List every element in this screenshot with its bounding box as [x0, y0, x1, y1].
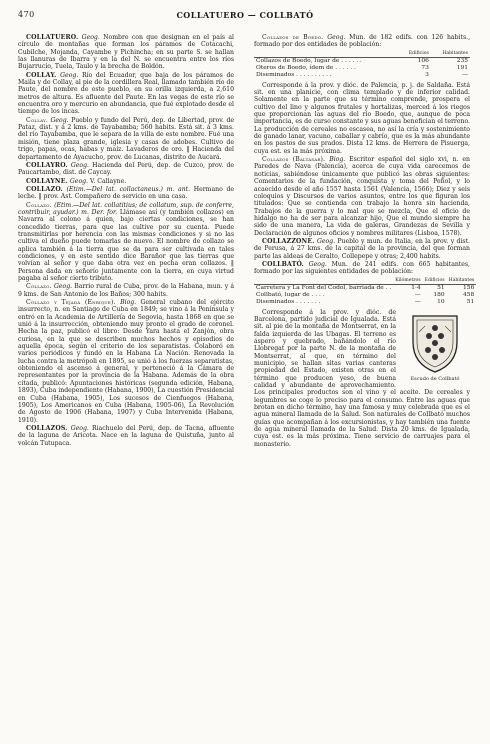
row-habitantes: 51: [466, 298, 475, 305]
table-row: [254, 299, 476, 306]
entry-headword: COLLAYNE.: [26, 177, 68, 185]
row-edificios: 3: [425, 71, 429, 78]
running-head: COLLATUERO — COLLBATÓ: [176, 10, 314, 20]
dictionary-entry: [18, 425, 234, 447]
entry-tag: (Etim.—Del lat. collactaneus.) m. ant.: [66, 185, 191, 193]
dictionary-entry: [18, 299, 234, 424]
row-edificios: 106: [417, 57, 429, 64]
col-header-kilometros: Kilómetros: [395, 277, 421, 283]
entry-headword: Collazo y Tejada (Enrique).: [26, 299, 116, 307]
entry-text: Pueblo y mun. de Italia, en la prov. y dist. de Perusa, á 27 kms. de la capital de la provincia, del que forman parte las aldeas de Ceralto, Collepepe y otras; 2,400 habits.: [254, 237, 470, 260]
table-row: [254, 65, 470, 72]
row-label: Diseminados . . . . . . . . . .: [256, 71, 332, 78]
entry-tag: Geog.: [308, 260, 327, 268]
entry-text: Río del Ecuador, que baja de los páramos de Maila y de Collay, al pie de la cordillera Real, llamado también río de Paute, del nombre de este pueblo, en su orilla izquierda, a 2,610 metros de altura. Es afluente del Paute. En las vegas de este río se encuentra oro y mercurio en abundancia, que fué explotado desde el tiempo de los incas.: [18, 71, 235, 116]
coat-of-arms-icon: [409, 312, 461, 374]
row-edificios: 51: [437, 284, 445, 291]
entry-tag: Biog.: [120, 299, 137, 307]
dictionary-entry: [18, 202, 234, 283]
dictionary-entry: [18, 34, 234, 71]
entry-tag: Geog.: [53, 283, 73, 291]
row-kilometros: —: [414, 298, 421, 305]
entry-headword: Collazo.: [26, 283, 52, 291]
row-label: Collazos de Boedo, lugar de . . . . . .: [256, 57, 362, 64]
entry-tag: Geog.: [70, 161, 89, 169]
entry-text: Escritor español del siglo xvi, n. en Paredes de Nava (Palencia), acerca de cuya vida carecemos de noticias, sabiéndose únicamente que publicó las obras siguientes: Comentarios de la fundación, conquista y toma del Peñol, y lo acaecido desde el año 1557 hasta 1561 (Valencia, 1566); Diez y seis coloquios y Discursos de varios asuntos, entre los que figuran los titulados: Que se contienda con trabajo la honra sin hacienda, Trabajos de la guerra y lo mal que se mezcla, Que el oficio de hidalgo no ha de ser para alcanzar hijo, Que el mundo siempre ha sido de una manera, La vida de galeras, Grandezas de Sevilla y Declaración de algunos oficios y nombres militares (Lisboa, 1578).: [254, 156, 471, 237]
page-number: 470: [18, 10, 35, 19]
dictionary-entry: [18, 186, 234, 201]
entry-text: Barrio rural de Cuba, prov. de la Habana, mun. y á 9 kms. de San Antonio de los Baños; 300 habits.: [18, 283, 235, 298]
row-kilometros: 1·4: [411, 284, 421, 291]
left-column: [18, 34, 234, 448]
entry-text: Llámase así (y también collazos) en Navarra al colono á quien, bajo ciertas condiciones, se han concedido tierras, para que las cultive por su cuenta. Puede transmitirlas por herencia con las mismas condiciones y si no las cultiva el dueño puede tomarlas de nuevo. El nombre de collazo se aplica también á la tierra que se da para ser cultivada en tales condiciones, y en este sentido dice Barañor que las tierras que volvían al señor y que daba otra vez en pecha eran collazos. ‖ Persona dada en señorío juntamente con la tierra, en cuya virtud pagaba al señor cierto tributo.: [18, 208, 235, 282]
row-kilometros: —: [414, 291, 421, 298]
entry-text: Hacienda del Perú, dep. de Cuzco, prov. de Paucartambo, dist. de Caycay.: [18, 161, 235, 177]
entry-headword: COLLAZO.: [26, 185, 63, 193]
table-row: [254, 72, 470, 79]
entry-text: V. Callayne.: [89, 177, 127, 185]
entry-tag: (Etim.—Del lat. collatitius; de collatum, sup. de conferre, contribuir, ayudar.) m. Der. for.: [18, 201, 235, 216]
entry-tag: Geog.: [60, 71, 79, 79]
dictionary-entry: [254, 156, 470, 237]
entry-headword: Collay.: [26, 116, 49, 124]
dictionary-entry: [18, 178, 234, 185]
page-header: [18, 10, 472, 24]
entry-text: Corresponde á la prov. y dióc. de Palencia, p. j. de Saldaña. Está sit. en una planicie, con clima templado y de inferior calidad. Solamente en la parte que su término comprende, prospera el cultivo del lino y algunos frutales y hortalizas, merced á los riegos que proporcionan las aguas del río Boedo, que, aunque de poca importancia, es de curso constante y sus aguas benefician el terreno. La producción de cereales no escasea, no así la cría y sostenimiento de ganado lanar, vacuno, caballar y cabrío, que es la más abundante en los pastos de sus prados. Dista 12 kms. de Herrera de Pisuerga, cuya est. es la más próxima.: [254, 81, 470, 155]
right-column: [254, 34, 475, 449]
entry-tag: Geog.: [69, 177, 89, 185]
dictionary-entry: [18, 72, 234, 116]
row-habitantes: 458: [463, 291, 475, 298]
entry-headword: Collazo.: [26, 201, 52, 209]
row-label: Collbató, lugar de . . . .: [256, 291, 325, 298]
entry-tag: Geog.: [50, 116, 69, 124]
entry-collazos-de-boedo: [254, 34, 470, 49]
row-habitantes: 235: [456, 57, 468, 64]
entry-tag: Geog.: [70, 424, 89, 432]
population-table-boedo: [254, 50, 470, 79]
row-habitantes: —: [462, 71, 468, 78]
table-row: [254, 284, 476, 292]
entry-headword: COLLAZZONE.: [262, 237, 315, 245]
entry-text: Mun. de 182 edifs. con 126 habits., formado por dos entidades de población:: [254, 34, 471, 49]
entry-text: Pueblo y fundo del Perú, dep. de Libertad, prov. de Pataz, dist. y á 2 kms. de Tayabamba; 560 habits. Está sit. á 3 kms. del río Tayabamba, que le separa de la villa de este nombre. Fué una misión, tiene plaza grande, iglesia y casas de adobes. Cultivo de trigo, papas, ocas, habas y maíz. Lavaderos de oro. ‖ Hacienda del departamento de Ayacucho, prov. de Lucanas, distrito de Aucará.: [18, 116, 235, 161]
entry-tag: Geog.: [81, 34, 100, 41]
entry-text: Hermano de leche. ‖ prov. Ast. Compañero de servicio en una casa.: [18, 185, 235, 201]
col-header-edificios: Edificios: [424, 277, 445, 283]
row-label: Diseminados . . . . . . .: [256, 298, 321, 305]
dictionary-entry: [254, 238, 470, 260]
entry-headword: Collazos de Boedo.: [262, 34, 324, 41]
coat-of-arms-caption: Escudo de Collbató: [410, 375, 460, 382]
entry-headword: COLLAZOS.: [26, 424, 68, 432]
dictionary-entry: [254, 82, 470, 155]
entry-headword: COLLBATÓ.: [262, 260, 304, 268]
col-header-edificios: Edificios: [399, 50, 431, 58]
entry-tag: Geog.: [327, 34, 346, 41]
row-habitantes: 156: [463, 284, 475, 291]
row-label: Carretera y La Font del Codol, barriada de . .: [256, 284, 392, 291]
entry-collbato-text: Corresponde á la prov. y dióc. de Barcelona, partido judicial de Igualada. Está sit. al pie de la montaña de Montserrat, en la falda izquierda de las Ubagas. El terreno es áspero y quebrado, bañándolo el río Llobregat por la parte N. de la montaña de Montserrat, al que, en término del municipio, se hallan sitas varias canteras propiedad del Estado, existen otras en el término que producen yeso, de buena calidad y abundante de aprovechamiento. Los principales productos son el vino y el aceite. De cereales y legumbres se coge lo preciso para el consumo. Entre las aguas que brotan en dicho término, hay una famosa y muy celebrada que es el agua mineral llamada de la Salud. Son naturales de Collbató muchos guías que acompañan á los excursionistas, y hay también una fuente de agua mineral llamada de la Salud. Dista 20 kms. de Igualada, cuya est. es la más próxima. Tiene servicio de carruajes para el monasterio.: [254, 308, 470, 448]
dictionary-entry: [18, 283, 234, 298]
population-table-collbato: [254, 277, 476, 306]
right-middle-entries: [254, 82, 470, 276]
dictionary-entry: [18, 162, 234, 177]
col-header-habitantes: Habitantes: [431, 50, 470, 58]
row-habitantes: 191: [456, 64, 468, 71]
coat-of-arms-figure: [400, 312, 470, 383]
entry-headword: COLLAYRO.: [26, 161, 68, 169]
row-edificios: 73: [421, 64, 429, 71]
entry-text: Nombre con que designan en el país al círculo de montañas que forman los páramos de Cotacachi, Cubilche, Mojanda, Cayambe y Pichincha; en su parte S. se hallan las llanuras de Ibarra y en la del N. se encuentra entre los ríos Bujarrucío, Tuela, Taulo y la brecha de Boldón.: [18, 34, 235, 71]
entry-headword: COLLATUERO.: [26, 34, 79, 41]
col-header-habitantes: Habitantes: [448, 277, 475, 283]
dictionary-entry: [254, 261, 470, 276]
entry-text: General cubano del ejército insurrecto, n. en Santiago de Cuba en 1849; se vino á la Península y entró en la Academia de Artillería de Segovia, hasta 1868 en que se unió á la insurrección, obteniendo muy pronto el grado de coronel. Hecha la paz, publicó el libro: Desde Yara hasta el Zanjón, obra curiosa, en la que se describen muchos hechos y episodios de aquella época, según el criterio de los separatistas. Colaboró en varios periódicos y fundó en la Habana La Nación. Renovada la lucha contra la metrópoli en 1895, se unió á los fuerzas separatistas, obteniendo el ascenso á general, y perteneció á la Cámara de representantes por la provincia de la Habana. Además de la obra citada, publicó: Apuntaciones históricas (segunda edición, Habana, 1893), Cuba independiente (Habana, 1900), La cuestión Presidencial en Cuba (Habana, 1905), Los sucesos de Cienfuegos (Habana, 1905), Los Americanos en Cuba (Habana, 1905-06), La Revolución de Agosto de 1906 (Habana, 1907) y Cuba Intervenida (Habana, 1910).: [18, 299, 234, 424]
entry-tag: Geog.: [316, 237, 336, 245]
table-row: [254, 292, 476, 299]
dictionary-entry: [18, 117, 234, 161]
entry-tag: Biog.: [329, 156, 346, 164]
table-row: [254, 57, 470, 65]
entry-text: Mun. de 241 edifs. con 665 habitantes, formado por las siguientes entidades de población:: [254, 260, 471, 276]
entry-headword: COLLAY.: [26, 71, 57, 79]
entry-text: Riachuelo del Perú, dep. de Tacna, afluente de la laguna de Aricota. Nace en la laguna de Quistuña, junto al volcán Tutupaca.: [18, 424, 235, 447]
row-edificios: 180: [433, 291, 445, 298]
entry-headword: Collazos (Baltasar).: [262, 156, 326, 164]
row-label: Oteros de Boedo, ídem de . . . . . .: [256, 64, 356, 71]
row-edificios: 10: [437, 298, 445, 305]
